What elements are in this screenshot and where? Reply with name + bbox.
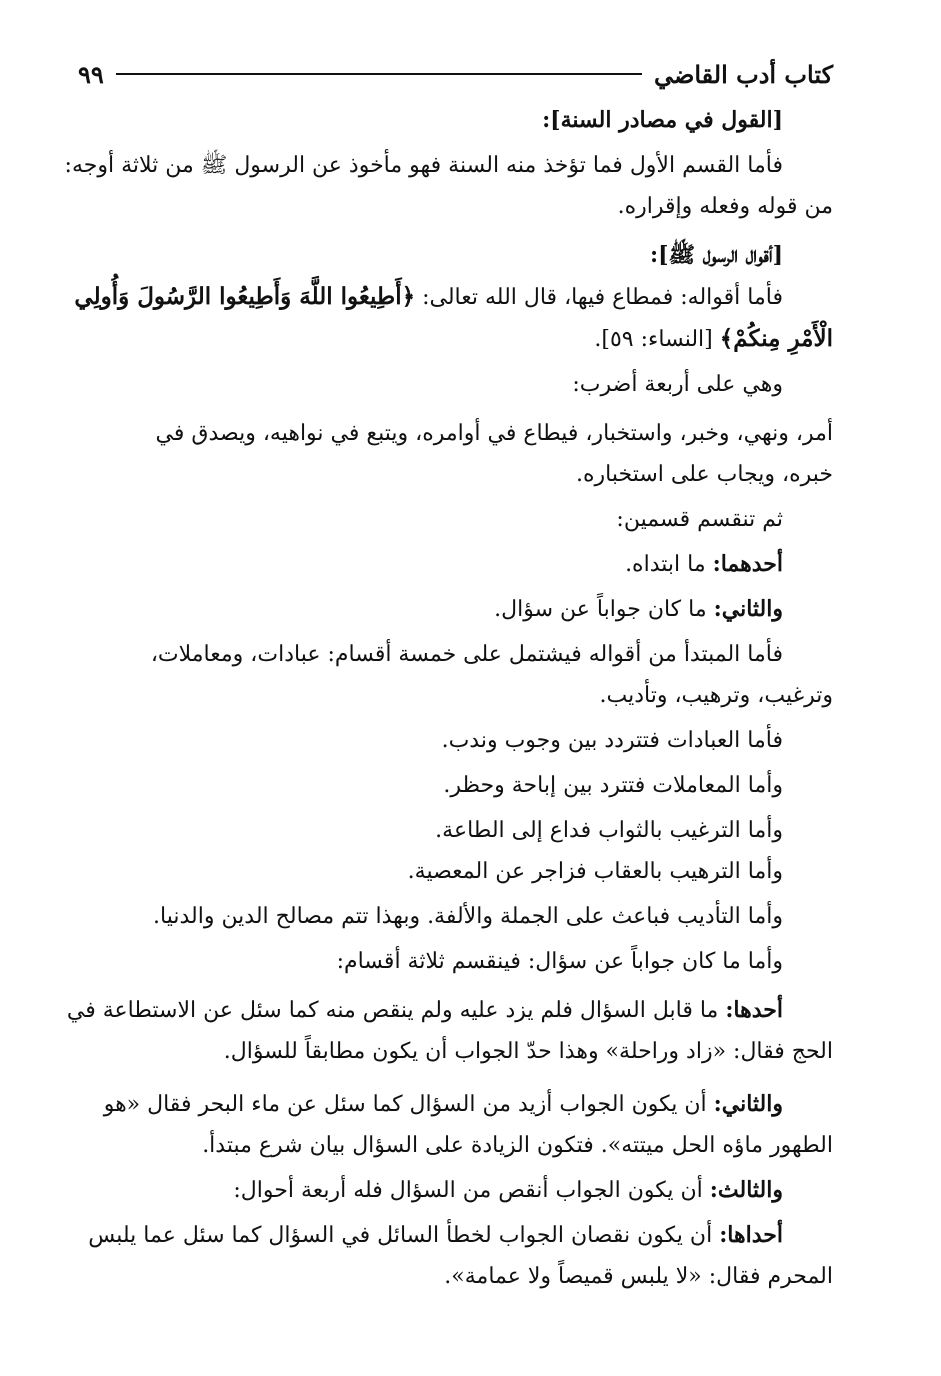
paragraph-obedience xyxy=(74,276,833,360)
section-heading-sunnah-sources: [القول في مصادر السنة]: xyxy=(542,107,783,133)
text-line xyxy=(78,318,833,360)
paragraph-first-section xyxy=(64,145,833,227)
text-line: فأما المبتدأ من أقواله فيشتمل على خمسة أقسام: عبادات، ومعاملات، xyxy=(150,642,783,667)
paragraph-second-division xyxy=(78,589,833,630)
paragraph-answer-first xyxy=(66,990,833,1072)
text-segment: ما ابتداه. xyxy=(625,552,713,577)
page-number: ٩٩ xyxy=(78,59,104,89)
running-title: كتاب أدب القاضي xyxy=(653,59,833,89)
paragraph-discipline: وأما التأديب فباعث على الجملة والألفة. وبهذا تتم مصالح الدين والدنيا. xyxy=(153,904,783,929)
label-third: والثالث: xyxy=(709,1177,783,1203)
text-line: خبره، ويجاب على استخباره. xyxy=(576,462,833,487)
paragraph-four-states-first xyxy=(78,1215,833,1297)
header-rule xyxy=(116,73,642,75)
page-header xyxy=(78,56,833,92)
text-segment: أن يكون الجواب أزيد من السؤال كما سئل عن ماء البحر فقال «هو xyxy=(103,1092,714,1117)
section-heading-prophet-sayings: [أقوال الرسول ﷺ]: xyxy=(650,242,783,268)
label-first: أحدهما: xyxy=(712,551,783,577)
text-line: الحج فقال: «زاد وراحلة» وهذا حدّ الجواب أن يكون مطابقاً للسؤال. xyxy=(223,1039,833,1064)
paragraph-four-kinds: وهي على أربعة أضرب: xyxy=(572,372,783,397)
paragraph-transactions: وأما المعاملات فتترد بين إباحة وحظر. xyxy=(443,773,783,798)
paragraph-five-sections xyxy=(78,634,833,716)
text-line: أمر، ونهي، وخبر، واستخبار، فيطاع في أوامره، ويتبع في نواهيه، ويصدق في xyxy=(155,421,833,446)
paragraph-answer-second xyxy=(78,1084,833,1166)
verse-reference: [النساء: ٥٩]. xyxy=(594,327,720,352)
text-line xyxy=(74,276,833,318)
paragraph-first-division xyxy=(78,544,833,585)
label-second: والثاني: xyxy=(713,1091,783,1117)
paragraph-answer-third xyxy=(78,1170,833,1211)
text-segment: ما كان جواباً عن سؤال. xyxy=(494,597,714,622)
text-segment: ما قابل السؤال فلم يزد عليه ولم ينقص منه كما سئل عن الاستطاعة في xyxy=(66,998,726,1023)
text-line xyxy=(78,1215,833,1256)
paragraph-command-prohibition xyxy=(78,413,833,495)
text-segment: فأما أقواله: فمطاع فيها، قال الله تعالى: xyxy=(415,285,783,310)
label-first: أحدها: xyxy=(725,997,783,1023)
text-segment: أن يكون نقصان الجواب لخطأ السائل في السؤال كما سئل عما يلبس xyxy=(88,1223,720,1248)
text-line: الطهور ماؤه الحل ميتته». فتكون الزيادة على السؤال بيان شرع مبتدأ. xyxy=(202,1133,833,1158)
text-segment: أن يكون الجواب أنقص من السؤال فله أربعة أحوال: xyxy=(233,1178,710,1203)
paragraph-answer-types: وأما ما كان جواباً عن سؤال: فينقسم ثلاثة أقسام: xyxy=(336,949,783,974)
quran-verse: ﴿أَطِيعُوا اللَّهَ وَأَطِيعُوا الرَّسُولَ وَأُولِي xyxy=(74,283,416,310)
text-line: المحرم فقال: «لا يلبس قميصاً ولا عمامة». xyxy=(444,1264,833,1289)
text-line: فأما القسم الأول فما تؤخذ منه السنة فهو مأخوذ عن الرسول ﷺ من ثلاثة أوجه: xyxy=(64,153,783,178)
text-line: من قوله وفعله وإقراره. xyxy=(617,194,833,219)
label-first: أحداها: xyxy=(719,1222,783,1248)
text-line: وترغيب، وترهيب، وتأديب. xyxy=(599,683,833,708)
page-body xyxy=(64,100,833,1297)
paragraph-two-divisions: ثم تنقسم قسمين: xyxy=(616,507,783,532)
text-line xyxy=(78,1084,833,1125)
quran-verse: الْأَمْرِ مِنكُمْ﴾ xyxy=(719,325,833,352)
paragraph-warning: وأما الترهيب بالعقاب فزاجر عن المعصية. xyxy=(407,859,783,884)
paragraph-worship: فأما العبادات فتتردد بين وجوب وندب. xyxy=(441,728,783,753)
text-line xyxy=(66,990,833,1031)
label-second: والثاني: xyxy=(713,596,783,622)
paragraph-encouragement: وأما الترغيب بالثواب فداع إلى الطاعة. xyxy=(435,818,783,843)
